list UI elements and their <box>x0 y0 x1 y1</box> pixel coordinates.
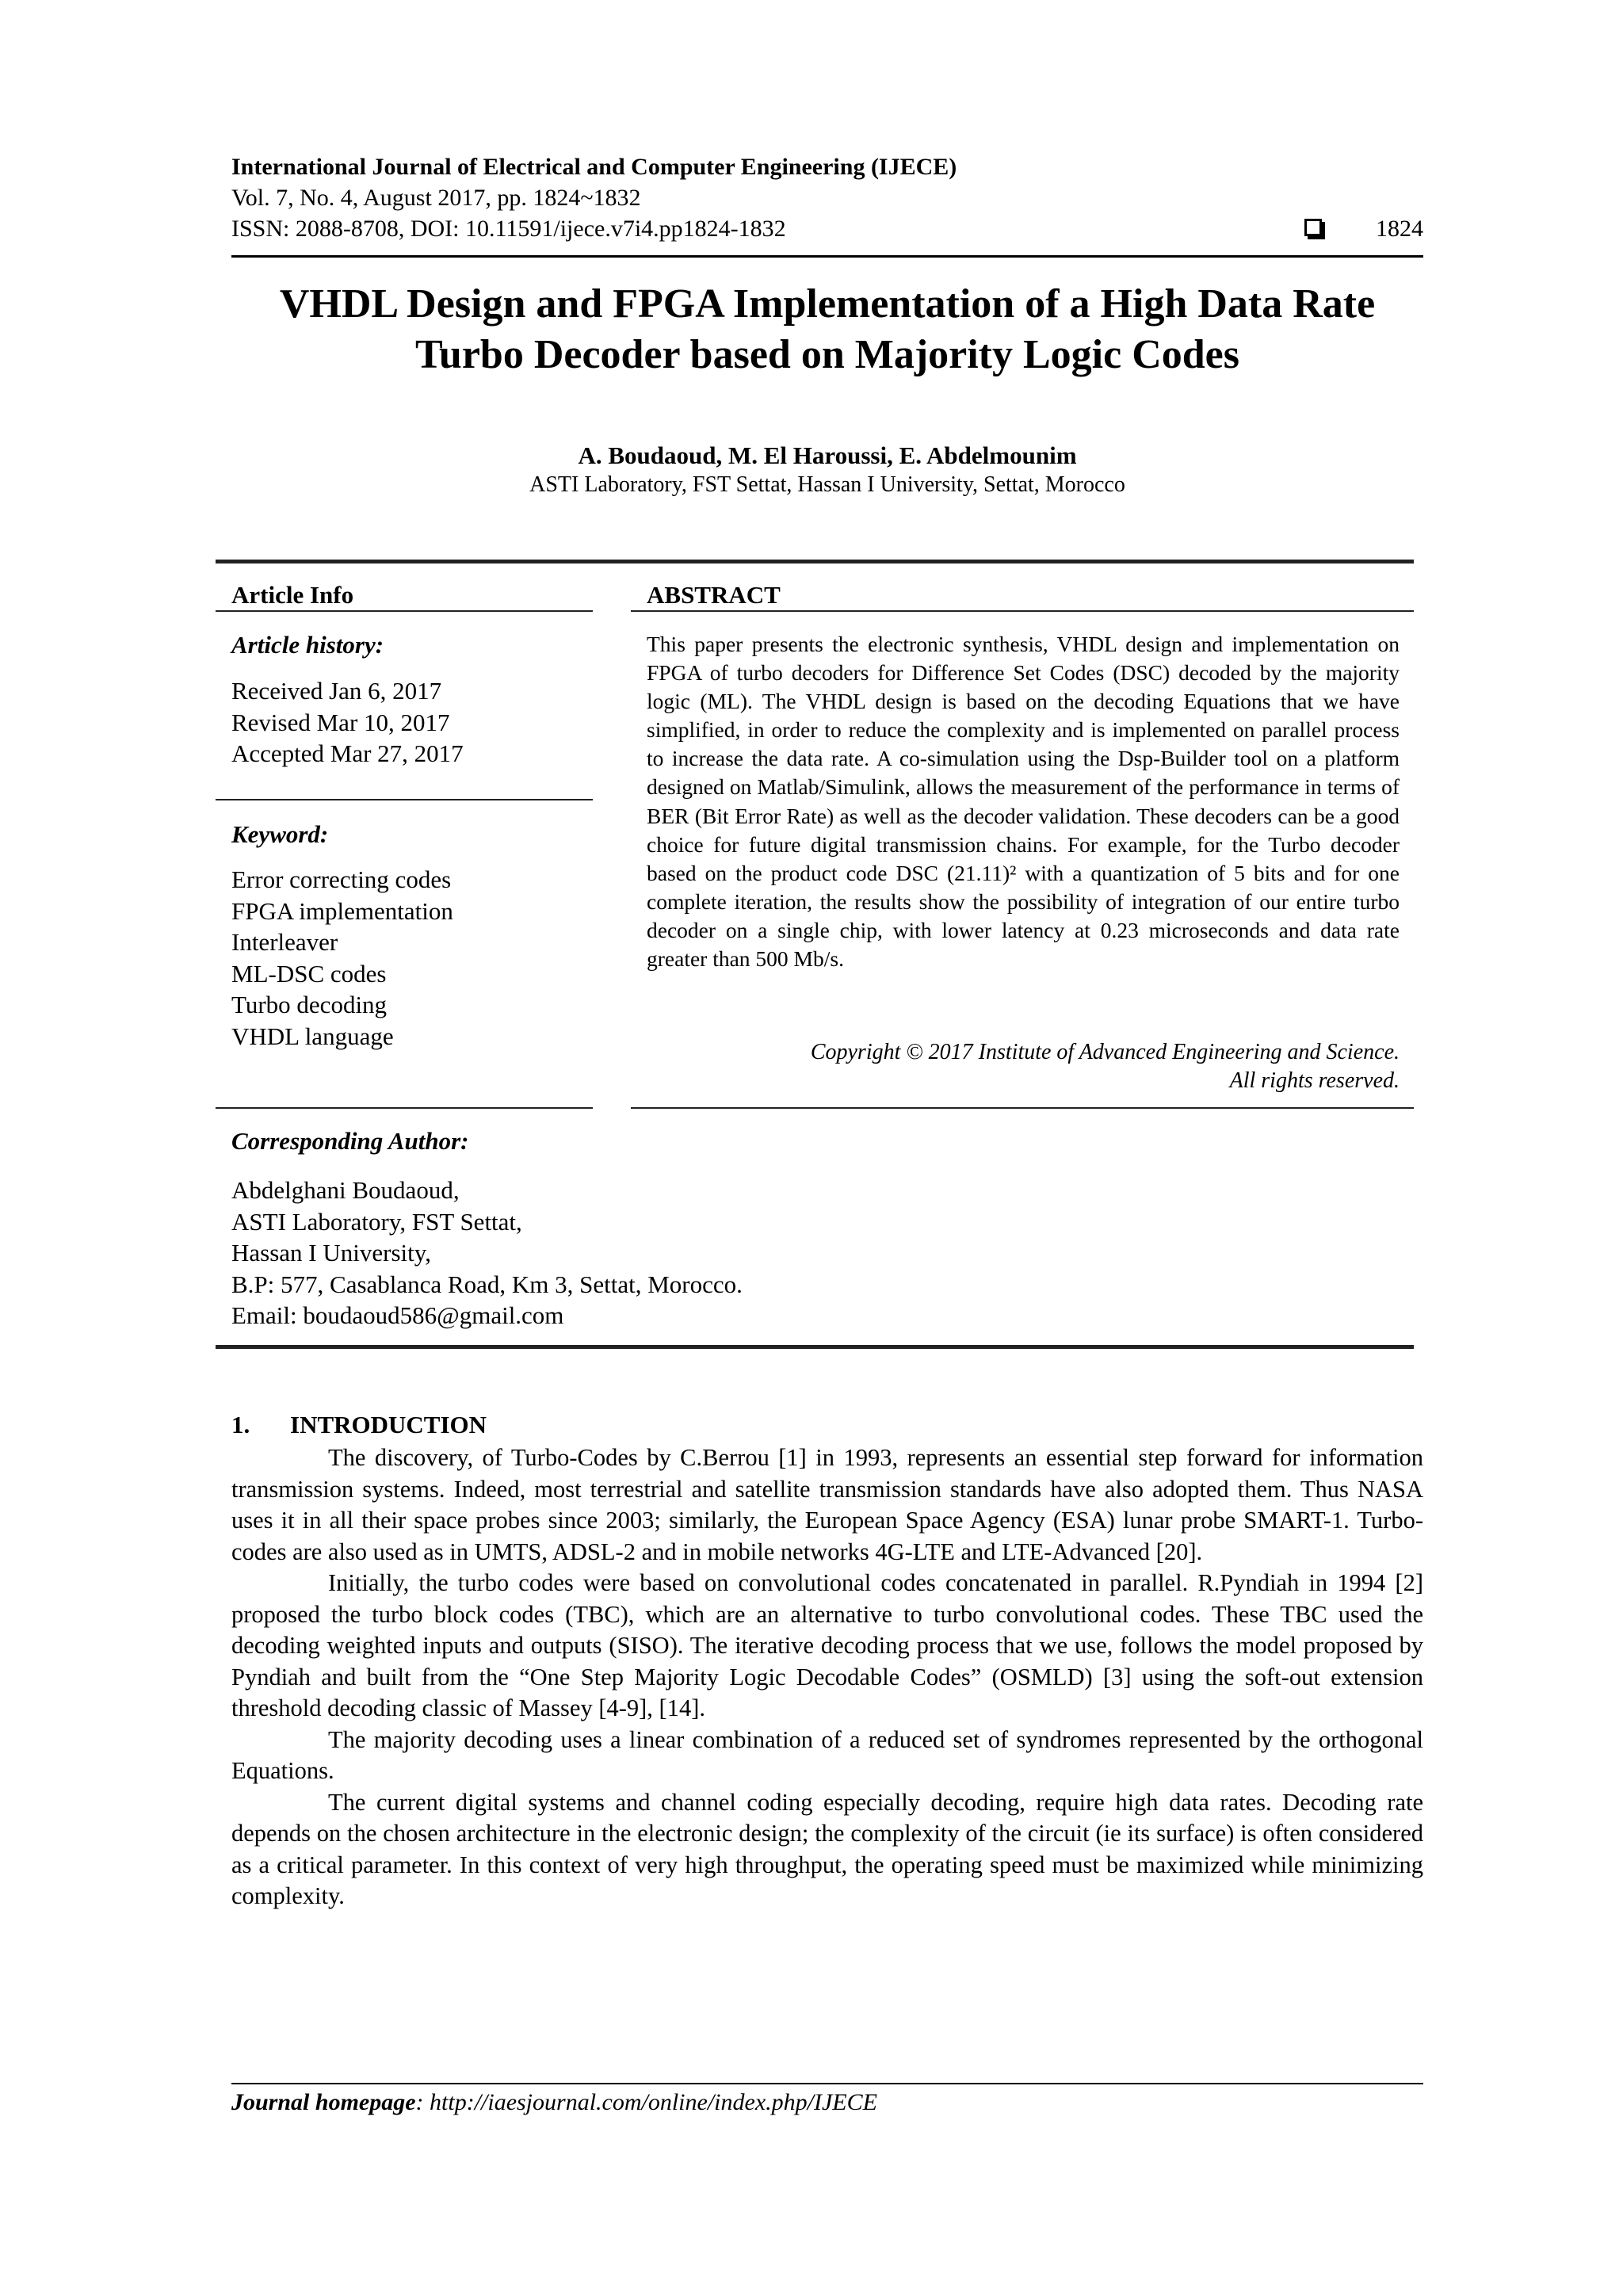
paragraph: The current digital systems and channel coding especially decoding, require high data rates. Decoding rate depends on the chosen architecture in the electronic design; the complexity of the circuit (ie its surface) is often considered as a critical parameter. In this context of very high throughput, the operating speed must be maximized while minimizing complexity. <box>231 1788 1423 1909</box>
section-number: 1. <box>231 1411 250 1438</box>
journal-name: International Journal of Electrical and Computer Engineering (IJECE) <box>231 154 957 180</box>
history-item: Accepted Mar 27, 2017 <box>231 739 464 767</box>
keyword-list <box>231 864 453 1052</box>
footer-rule <box>231 2083 1423 2084</box>
copyright-line: Copyright © 2017 Institute of Advanced Engineering and Science. <box>810 1040 1400 1064</box>
info-top-rule <box>216 560 1414 563</box>
affiliation: ASTI Laboratory, FST Settat, Hassan I University, Settat, Morocco <box>529 472 1125 497</box>
section-heading <box>231 1410 487 1440</box>
journal-homepage: Journal homepage: http://iaesjournal.com/online/index.php/IJECE <box>231 2089 877 2115</box>
homepage-url[interactable]: http://iaesjournal.com/online/index.php/IJECE <box>430 2089 877 2115</box>
author-detail-line: B.P: 577, Casablanca Road, Km 3, Settat, Morocco. <box>231 1270 743 1298</box>
keyword-item: ML-DSC codes <box>231 959 387 988</box>
abstract-bottom-rule <box>631 1107 1414 1109</box>
section-title: INTRODUCTION <box>290 1411 487 1438</box>
paragraph: The discovery, of Turbo-Codes by C.Berrou [1] in 1993, represents an essential step forward for information transmission systems. Indeed, most terrestrial and satellite transmission standards have also adopted them. Thus NASA uses it in all their space probes since 2003; similarly, the European Space Agency (ESA) lunar probe SMART-1. Turbo-codes are also used as in UMTS, ADSL-2 and in mobile networks 4G-LTE and LTE-Advanced [20]. <box>231 1444 1423 1565</box>
corresponding-author-heading: Corresponding Author: <box>231 1127 469 1155</box>
history-keyword-divider <box>216 799 593 800</box>
author-email: Email: boudaoud586@gmail.com <box>231 1301 564 1329</box>
keyword-item: VHDL language <box>231 1022 394 1050</box>
keyword-item: FPGA implementation <box>231 896 453 925</box>
abstract-text: This paper presents the electronic synthesis, VHDL design and implementation on FPGA of turbo decoders for Difference Set Codes (DSC) decoded by the majority logic (ML). The VHDL design is based on the decoding Equations that we have simplified, in order to reduce the complexity and is implemented on parallel process to increase the data rate. A co-simulation using the Dsp-Builder tool on a platform designed on Matlab/Simulink, allows the measurement of the performance in terms of BER (Bit Error Rate) as well as the decoder validation. These decoders can be a good choice for future digital transmission chains. For example, for the Turbo decoder based on the product code DSC (21.11)² with a quantization of 5 bits and for one complete iteration, the results show the possibility of integration of our entire turbo decoder on a single chip, with lower latency at 0.23 microseconds and data rate greater than 500 Mb/s. <box>647 632 1400 972</box>
issn-doi: ISSN: 2088-8708, DOI: 10.11591/ijece.v7i4.pp1824-1832 <box>231 216 786 242</box>
author-detail-line: Abdelghani Boudaoud, <box>231 1176 460 1204</box>
authors: A. Boudaoud, M. El Haroussi, E. Abdelmounim <box>578 441 1077 469</box>
header-rule <box>231 255 1423 258</box>
article-info-heading: Article Info <box>231 581 354 609</box>
keyword-item: Turbo decoding <box>231 991 388 1018</box>
history-item: Received Jan 6, 2017 <box>231 677 442 705</box>
paragraph: The majority decoding uses a linear combination of a reduced set of syndromes represented by the orthogonal Equations. <box>231 1725 1423 1784</box>
keyword-heading: Keyword: <box>231 820 329 848</box>
volume-line: Vol. 7, No. 4, August 2017, pp. 1824~1832 <box>231 185 641 211</box>
corresponding-author-details <box>231 1175 743 1331</box>
article-history-list <box>231 675 464 770</box>
abstract-column-rule <box>631 610 1414 612</box>
introduction-body <box>231 1442 1423 1912</box>
title-line: Turbo Decoder based on Majority Logic Codes <box>415 332 1239 377</box>
copyright <box>647 1038 1400 1095</box>
keyword-item: Error correcting codes <box>231 865 452 893</box>
keyword-item: Interleaver <box>231 928 338 956</box>
info-bottom-thick-rule <box>216 1345 1414 1349</box>
copyright-line: All rights reserved. <box>1229 1068 1400 1093</box>
author-detail-line: ASTI Laboratory, FST Settat, <box>231 1207 522 1236</box>
homepage-label: Journal homepage <box>231 2089 416 2115</box>
info-bottom-rule <box>216 1107 593 1109</box>
info-column-rule <box>216 610 593 612</box>
paragraph: Initially, the turbo codes were based on convolutional codes concatenated in parallel. R.Pyndiah in 1994 [2] proposed the turbo block codes (TBC), which are an alternative to turbo convolutional codes. These TBC used the decoding weighted inputs and outputs (SISO). The iterative decoding process that we use, follows the model proposed by Pyndiah and built from the “One Step Majority Logic Decodable Codes” (OSMLD) [3] using the soft-out extension threshold decoding classic of Massey [4-9], [14]. <box>231 1569 1423 1721</box>
title-line: VHDL Design and FPGA Implementation of a High Data Rate <box>279 281 1376 327</box>
page-number: 1824 <box>1376 216 1423 242</box>
article-history-heading: Article history: <box>231 631 384 659</box>
history-item: Revised Mar 10, 2017 <box>231 708 450 736</box>
author-detail-line: Hassan I University, <box>231 1239 431 1266</box>
square-icon <box>1304 219 1322 236</box>
abstract-heading: ABSTRACT <box>647 581 781 609</box>
paper-title <box>206 279 1449 380</box>
